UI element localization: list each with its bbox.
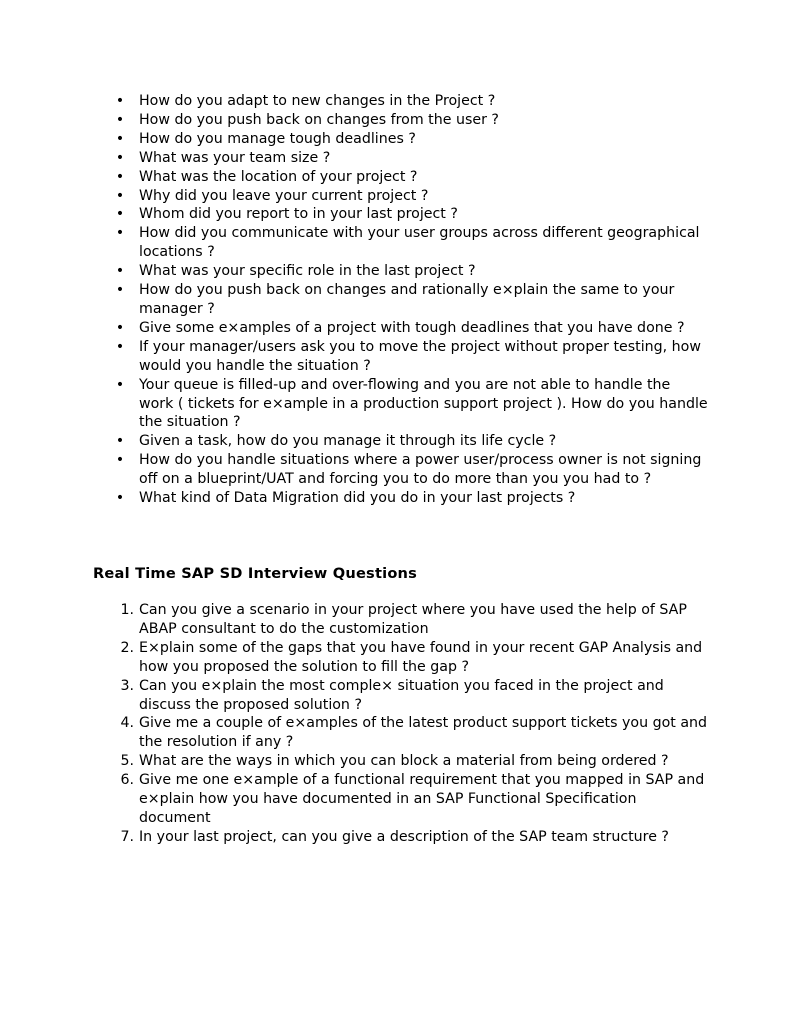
bullet-text: Give some e×amples of a project with tough deadlines that you have done ? <box>139 319 685 336</box>
numbered-text: Can you give a scenario in your project where you have used the help of SAP ABAP consultant to do the customization <box>139 602 687 637</box>
bullet-icon: • <box>115 206 125 223</box>
numbered-item <box>0 714 709 752</box>
numbered-text: In your last project, can you give a description of the SAP team structure ? <box>139 828 669 845</box>
bullet-text: Whom did you report to in your last project ? <box>139 206 458 223</box>
bullet-item <box>0 130 709 149</box>
bullet-item <box>0 319 709 338</box>
numbered-text: E×plain some of the gaps that you have found in your recent GAP Analysis and how you proposed the solution to fill the gap ? <box>139 639 703 675</box>
bullet-icon: • <box>115 319 125 336</box>
bullet-icon: • <box>115 263 125 280</box>
bullet-icon: • <box>115 282 125 299</box>
bullet-item <box>0 187 709 206</box>
section-heading: Real Time SAP SD Interview Questions <box>93 565 418 582</box>
bullet-item <box>0 111 709 130</box>
bullet-item <box>0 281 709 319</box>
bullet-text: How do you push back on changes and rationally e×plain the same to your manager ? <box>139 282 675 317</box>
bullet-icon: • <box>115 452 125 469</box>
item-number: 3. <box>120 677 134 694</box>
bullet-item <box>0 376 709 433</box>
bullet-text: If your manager/users ask you to move the project without proper testing, how would you handle the situation ? <box>139 338 701 374</box>
numbered-text: Give me a couple of e×amples of the latest product support tickets you got and the resolution if any ? <box>139 715 708 751</box>
item-number: 7. <box>120 828 134 845</box>
numbered-item <box>0 677 709 715</box>
bullet-icon: • <box>115 93 125 109</box>
bullet-item <box>0 168 709 187</box>
bullet-text: Given a task, how do you manage it through its life cycle ? <box>139 433 557 450</box>
item-number: 1. <box>120 602 134 618</box>
numbered-text: Give me one e×ample of a functional requirement that you mapped in SAP and e×plain how you have documented in an SAP Functional Specification document <box>139 772 705 826</box>
item-number: 5. <box>120 753 134 770</box>
item-number: 6. <box>120 772 134 789</box>
bullet-text: What was the location of your project ? <box>139 168 418 185</box>
interview-question-bullet-list <box>0 92 791 508</box>
item-number: 4. <box>120 715 134 732</box>
bullet-text: How do you handle situations where a power user/process owner is not signing off on a blueprint/UAT and forcing you to do more than you you had to ? <box>139 452 702 488</box>
item-number: 2. <box>120 639 134 656</box>
bullet-item <box>0 205 709 224</box>
numbered-item <box>0 639 709 677</box>
bullet-text: Why did you leave your current project ? <box>139 187 429 204</box>
bullet-text: How do you adapt to new changes in the Project ? <box>139 93 496 109</box>
bullet-icon: • <box>115 168 125 185</box>
numbered-item <box>0 828 709 847</box>
bullet-text: How do you manage tough deadlines ? <box>139 130 416 147</box>
bullet-icon: • <box>115 225 125 242</box>
bullet-item <box>0 92 709 111</box>
bullet-text: What kind of Data Migration did you do in your last projects ? <box>139 490 576 507</box>
numbered-item <box>0 771 709 828</box>
bullet-icon: • <box>115 130 125 147</box>
sap-sd-question-numbered-list <box>0 601 791 847</box>
bullet-item <box>0 224 709 262</box>
bullet-item <box>0 451 709 489</box>
bullet-icon: • <box>115 187 125 204</box>
numbered-item <box>0 601 709 639</box>
bullet-text: What was your team size ? <box>139 149 331 166</box>
bullet-text: What was your specific role in the last project ? <box>139 263 476 280</box>
bullet-item <box>0 262 709 281</box>
bullet-icon: • <box>115 149 125 166</box>
bullet-icon: • <box>115 376 125 393</box>
bullet-icon: • <box>115 111 125 128</box>
bullet-icon: • <box>115 490 125 507</box>
bullet-item <box>0 432 709 451</box>
numbered-text: What are the ways in which you can block a material from being ordered ? <box>139 753 669 770</box>
numbered-item <box>0 752 709 771</box>
bullet-text: How do you push back on changes from the user ? <box>139 111 499 128</box>
bullet-item <box>0 149 709 168</box>
bullet-item <box>0 489 709 508</box>
bullet-text: How did you communicate with your user groups across different geographical locations ? <box>139 225 700 261</box>
numbered-text: Can you e×plain the most comple× situation you faced in the project and discuss the proposed solution ? <box>139 677 664 713</box>
bullet-text: Your queue is filled-up and over-flowing and you are not able to handle the work ( tickets for e×ample in a production support project ). How do you handle the situation ? <box>139 376 708 431</box>
bullet-icon: • <box>115 433 125 450</box>
bullet-icon: • <box>115 338 125 355</box>
bullet-item <box>0 338 709 376</box>
